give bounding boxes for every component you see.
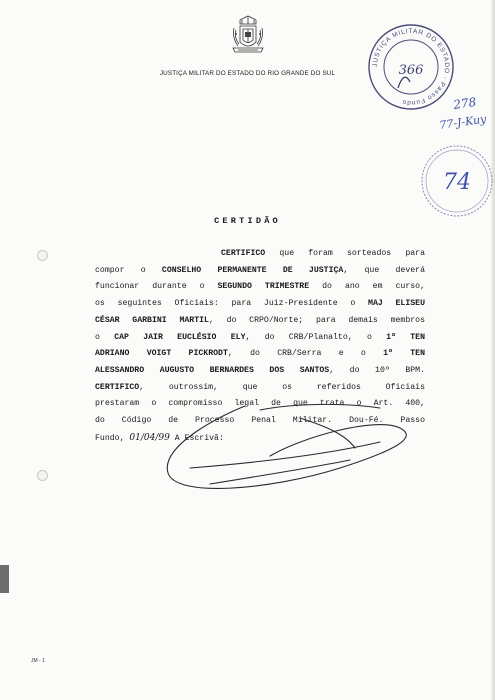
signature	[150, 398, 440, 518]
document-title: CERTIDÃO	[214, 216, 281, 226]
body-line: o CAP JAIR EUCLÉSIO ELY, do CRB/Planalto, o 1º TEN	[95, 332, 426, 342]
form-code: JM - 1	[31, 658, 45, 664]
body-line: CÉSAR GARBINI MARTIL, do CRPO/Norte; para demais membros	[95, 315, 425, 325]
page-number-circle	[418, 142, 495, 220]
body-line: funcionar durante o SEGUNDO TRIMESTRE do ano em curso,	[95, 282, 425, 292]
body-line: os seguintes Oficiais: para Juiz-Presidente o MAJ ELISEU	[95, 299, 425, 309]
svg-text:278: 278	[452, 95, 478, 112]
handwritten-date: 01/04/99	[129, 432, 170, 443]
punch-hole	[37, 470, 48, 481]
svg-text:77-J-Kuy: 77-J-Kuy	[438, 112, 488, 132]
margin-tab	[0, 565, 9, 593]
body-line: ADRIANO VOIGT PICKRODT, do CRB/Serra e o 1º TEN	[95, 349, 426, 359]
seal-number: 366	[398, 63, 424, 78]
body-line: CERTIFICO que foram sorteados para	[221, 249, 425, 258]
coat-of-arms-icon	[230, 14, 266, 64]
court-name: JUSTIÇA MILITAR DO ESTADO DO RIO GRANDE DO SUL	[159, 70, 336, 77]
page-number: 74	[443, 170, 471, 195]
punch-hole	[37, 250, 48, 261]
body-line: prestaram o compromisso legal de que trata o Art. 400,	[95, 399, 425, 409]
body-line: Fundo, 01/04/99 A Escrivã:	[95, 432, 224, 443]
body-line: do Código de Processo Penal Militar. Dou-Fé. Passo	[95, 416, 425, 426]
body-line: ALESSANDRO AUGUSTO BERNARDES DOS SANTOS, do 10º BPM.	[95, 365, 426, 375]
svg-text:JUSTIÇA MILITAR DO ESTADO · Pa: JUSTIÇA MILITAR DO ESTADO · Passo Fundo	[371, 27, 451, 107]
folio-note	[436, 95, 491, 140]
page-edge	[491, 0, 495, 700]
body-line: CERTIFICO, outrossim, que os referidos Oficiais	[95, 382, 425, 392]
body-line: compor o CONSELHO PERMANENTE DE JUSTIÇA, que deverá	[95, 265, 425, 275]
